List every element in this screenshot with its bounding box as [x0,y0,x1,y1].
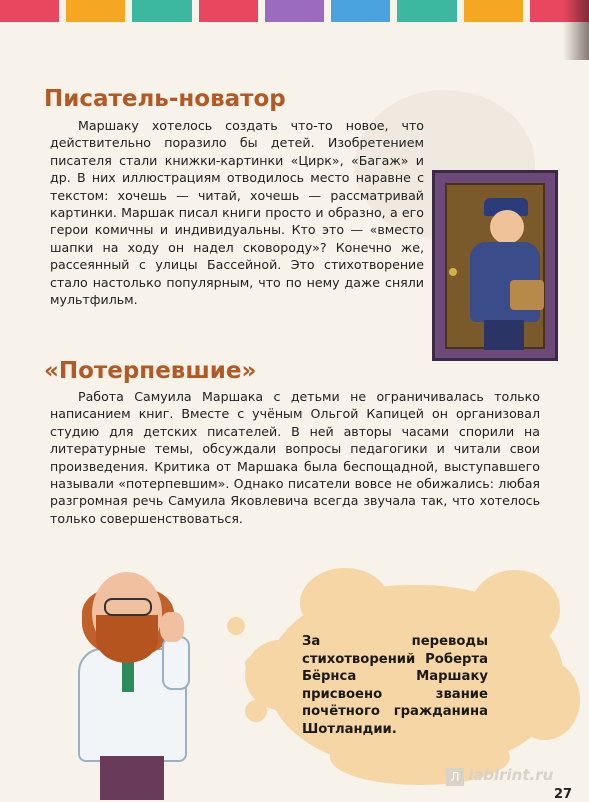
professor-hand [160,612,184,642]
top-color-stripe [0,0,589,22]
door-knob-icon [449,268,457,276]
professor-glasses [104,598,152,616]
section2-title: «Потерпевшие» [44,358,257,384]
stripe-segment [0,0,59,22]
stripe-segment [265,0,324,22]
stripe-segment [464,0,523,22]
section1-text: Маршаку хотелось создать что-то новое, что действительно поразило бы детей. Изобретением писателя стали книжки-картинки «Цирк», «Багаж» и др. В них иллюстрациям отводилось место наравне с текстом: хочешь — читай, хочешь — рассматривай картинки. Маршак писал книги просто и образно, а его герои комичны и индивидуальны. Кто это — «вместо шапки на ходу он надел сковороду»? Конечно же, рассеянный с улицы Бассейной. Это стихотворение стало настолько популярным, что по нему даже сняли мультфильм. [50,118,424,308]
professor-legs [100,756,164,800]
thought-bubble [227,617,245,635]
watermark: labirint.ru [468,766,554,784]
section2-text: Работа Самуила Маршака с детьми не ограничивалась только написанием книг. Вместе с учёным Ольгой Капицей он организовал студию для детских писателей. В ней авторы часами спорили на литературные темы, обсуждали вопросы педагогики и читали свои произведения. Критика от Маршака была беспощадной, выступавшего называли «потерпевшим». Однако писатели вовсе не обижались: любая разгромная речь Самуила Яковлевича всегда звучала так, что хотелось только совершенствоваться. [50,389,540,526]
page-corner-shadow [563,0,589,60]
postman-legs [484,320,524,350]
stripe-segment [331,0,390,22]
watermark-logo: Л [446,768,464,786]
thought-bubble [245,657,259,671]
page-number: 27 [554,787,573,802]
section1-title: Писатель-новатор [44,86,286,112]
stripe-segment [199,0,258,22]
cloud-bump [510,660,580,740]
postman-head [490,210,524,244]
postman-bag [510,280,544,310]
stripe-segment [397,0,456,22]
professor-arm [162,636,190,690]
stripe-segment [66,0,125,22]
thought-bubble [245,700,267,722]
stripe-segment [132,0,191,22]
cloud-bump [300,568,390,638]
professor-beard [96,615,158,663]
fact-text: За переводы стихотворений Роберта Бёрнса Маршаку присвоено звание почётного гражданина Шотландии. [302,634,488,737]
